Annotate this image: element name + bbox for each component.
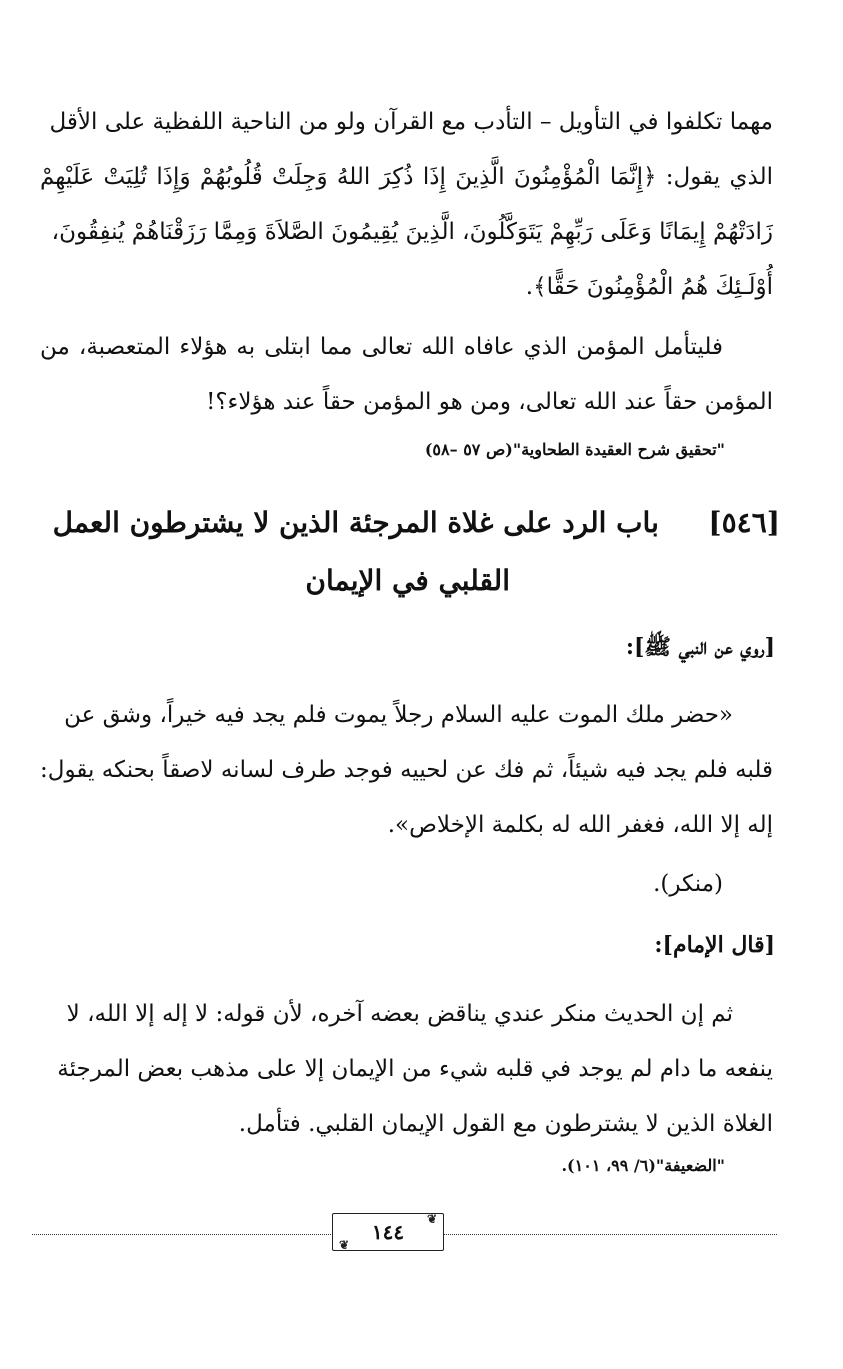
page-number: ١٤٤	[371, 1220, 405, 1244]
ornament-icon: ❦	[339, 1238, 350, 1252]
reference-citation: "تحقيق شرح العقيدة الطحاوية"(ص ٥٧ –٥٨)	[424, 440, 725, 459]
chapter-number: [٥٤٦]	[708, 506, 780, 539]
text-line: مهما تكلفوا في التأويل – التأدب مع القرآن ولو من الناحية اللفظية على الأقل	[49, 109, 773, 135]
page-number-box	[332, 1213, 444, 1251]
text-line: المؤمن حقاً عند الله تعالى، ومن هو المؤمن حقاً عند هؤلاء؟!	[206, 389, 773, 415]
ornament-icon: ❦	[426, 1212, 437, 1226]
text-line: الذي يقول: ﴿إِنَّمَا الْمُؤْمِنُونَ الَّذِينَ إِذَا ذُكِرَ اللهُ وَجِلَتْ قُلُوبُهُمْ وَإِذَا تُلِيَتْ عَلَيْهِمْ	[40, 164, 773, 190]
imam-label: [قال الإمام]:	[654, 932, 775, 958]
text-line: «حضر ملك الموت عليه السلام رجلاً يموت فلم يجد فيه خيراً، وشق عن	[64, 702, 733, 728]
text-line: ثم إن الحديث منكر عندي يناقض بعضه آخره، لأن قوله: لا إله إلا الله، لا	[66, 1001, 733, 1027]
text-line: زَادَتْهُمْ إِيمَانًا وَعَلَى رَبِّهِمْ يَتَوَكَّلُونَ، الَّذِينَ يُقِيمُونَ الصَّلاَةَ وَمِمَّا رَزَقْنَاهُمْ يُنفِقُونَ،	[51, 219, 773, 245]
text-line: قلبه فلم يجد فيه شيئاً، ثم فك عن لحييه فوجد طرف لسانه لاصقاً بحنكه يقول:	[40, 757, 773, 783]
chapter-title: باب الرد على غلاة المرجئة الذين لا يشترطون العمل	[52, 506, 659, 539]
text-line: ينفعه ما دام لم يوجد في قلبه شيء من الإيمان إلا على مذهب بعض المرجئة	[57, 1056, 773, 1082]
text-line: فليتأمل المؤمن الذي عافاه الله تعالى مما ابتلى به هؤلاء المتعصبة، من	[40, 334, 723, 360]
grading-text: (منكر).	[653, 871, 723, 897]
narrated-label: [روي عن النبي ﷺ]:	[625, 634, 775, 660]
chapter-title-line-2: القلبي في الإيمان	[305, 564, 510, 597]
reference-citation-2: "الضعيفة"(٦/ ٩٩، ١٠١).	[561, 1156, 725, 1175]
chapter-heading-line-1	[20, 494, 780, 552]
text-line: أُوْلَـئِكَ هُمُ الْمُؤْمِنُونَ حَقًّا﴾.	[525, 274, 773, 300]
text-line: الغلاة الذين لا يشترطون مع القول الإيمان القلبي. فتأمل.	[238, 1111, 773, 1137]
chapter-heading	[20, 494, 780, 610]
text-line: إله إلا الله، فغفر الله له بكلمة الإخلاص».	[387, 812, 773, 838]
